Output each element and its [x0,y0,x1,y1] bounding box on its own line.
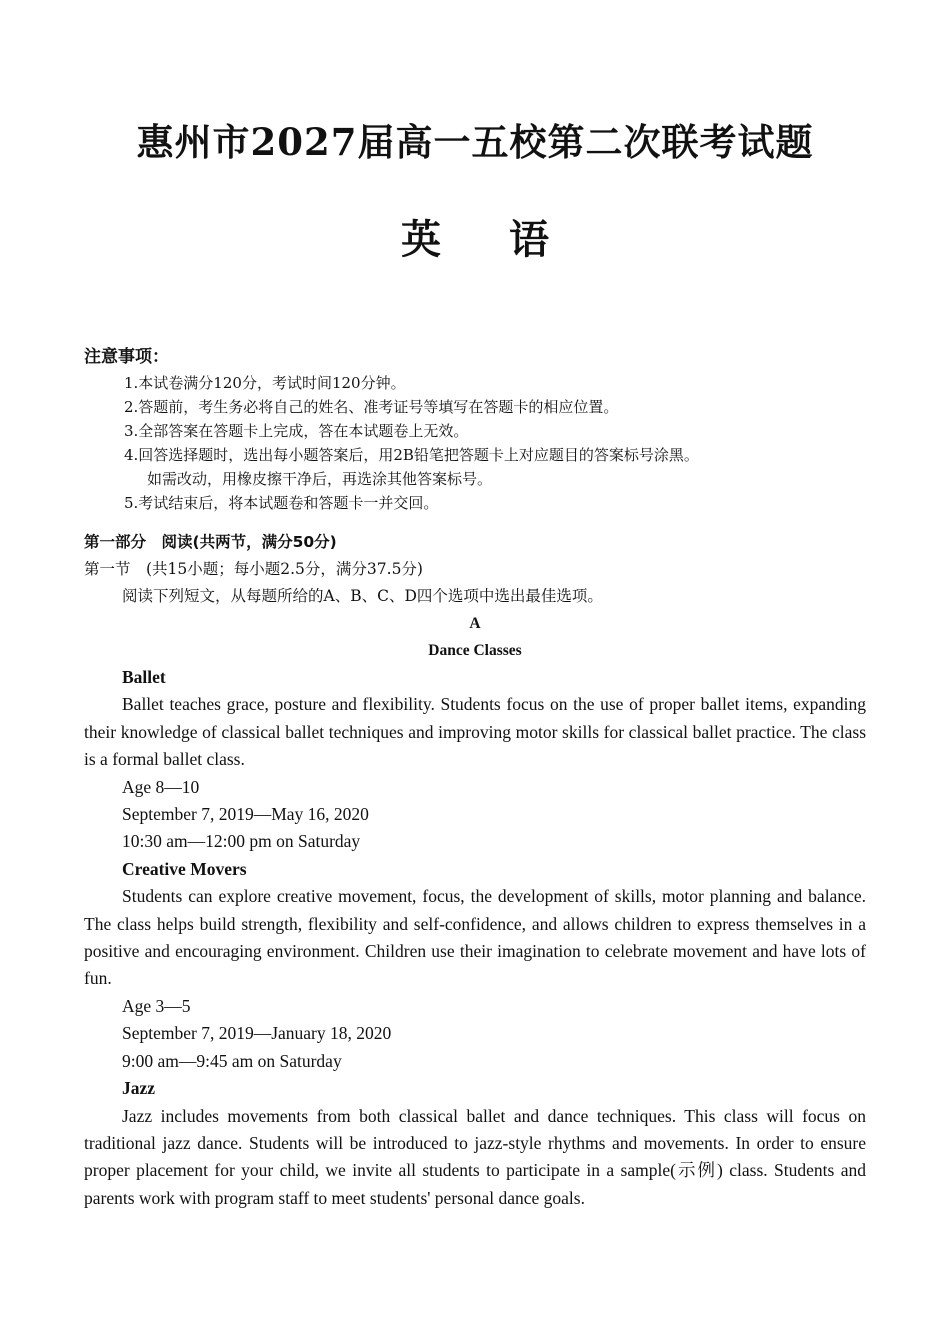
class-description-creative-movers: Students can explore creative movement, focus, the development of skills, motor planning and balance. The class helps build strength, flexibility and self-confidence, and allows children to express themselves in a positive and encouraging environment. Children use their imagination to celebrate movement and have lots of fun. [84,886,866,989]
notice-item-4: 4.回答选择题时，选出每小题答案后，用2B铅笔把答题卡上对应题目的答案标号涂黑。 [124,446,699,464]
class-name-creative-movers: Creative Movers [122,858,247,879]
notice-item-3: 3.全部答案在答题卡上完成，答在本试题卷上无效。 [124,422,469,440]
class-time-creative-movers: 9:00 am—9:45 am on Saturday [122,1050,342,1071]
notice-heading: 注意事项： [84,347,169,367]
class-dates-ballet: September 7, 2019—May 16, 2020 [122,804,369,825]
part1-heading-text: 第一部分 阅读(共两节，满分50分) [84,533,337,551]
part1-heading [84,529,866,556]
class-description-ballet: Ballet teaches grace, posture and flexibility. Students focus on the use of proper ballet items, expanding their knowledge of classical ballet techniques and improving motor skills for classical ballet practice. The class is a formal ballet class. [84,694,866,770]
exam-body [84,342,866,1212]
class-dates-creative-movers: September 7, 2019—January 18, 2020 [122,1023,392,1044]
notice-item-5: 5.考试结束后，将本试题卷和答题卡一并交回。 [124,494,439,512]
passage-title: Dance Classes [428,642,522,659]
reading-instruction: 阅读下列短文，从每题所给的A、B、C、D四个选项中选出最佳选项。 [122,587,603,605]
class-time-ballet: 10:30 am—12:00 pm on Saturday [122,831,361,852]
notice-item-2: 2.答题前，考生务必将自己的姓名、准考证号等填写在答题卡的相应位置。 [124,398,619,416]
class-age-creative-movers: Age 3—5 [122,995,191,1016]
notice-item-1: 1.本试卷满分120分，考试时间120分钟。 [124,374,406,392]
notice-item-4-continued: 如需改动，用橡皮擦干净后，再选涂其他答案标号。 [147,470,493,488]
section1-heading: 第一节 (共15小题；每小题2.5分，满分37.5分) [84,560,423,578]
notice-section [84,342,866,515]
class-name-jazz: Jazz [122,1078,156,1099]
passage-body [84,664,866,1212]
class-age-ballet: Age 8—10 [122,776,200,797]
exam-title: 惠州市2027届高一五校第二次联考试题 [136,120,814,164]
class-name-ballet: Ballet [122,667,166,687]
passage-letter: A [469,615,481,632]
class-description-jazz: Jazz includes movements from both classical ballet and dance techniques. This class will focus on traditional jazz dance. Students will be introduced to jazz-style rhythms and movements. In order to ensure proper placement for your child, we invite all students to participate in a sample(示例) class. Students and parents work with program staff to meet students' personal dance goals. [84,1105,866,1208]
subject-title: 英语 [401,216,617,263]
